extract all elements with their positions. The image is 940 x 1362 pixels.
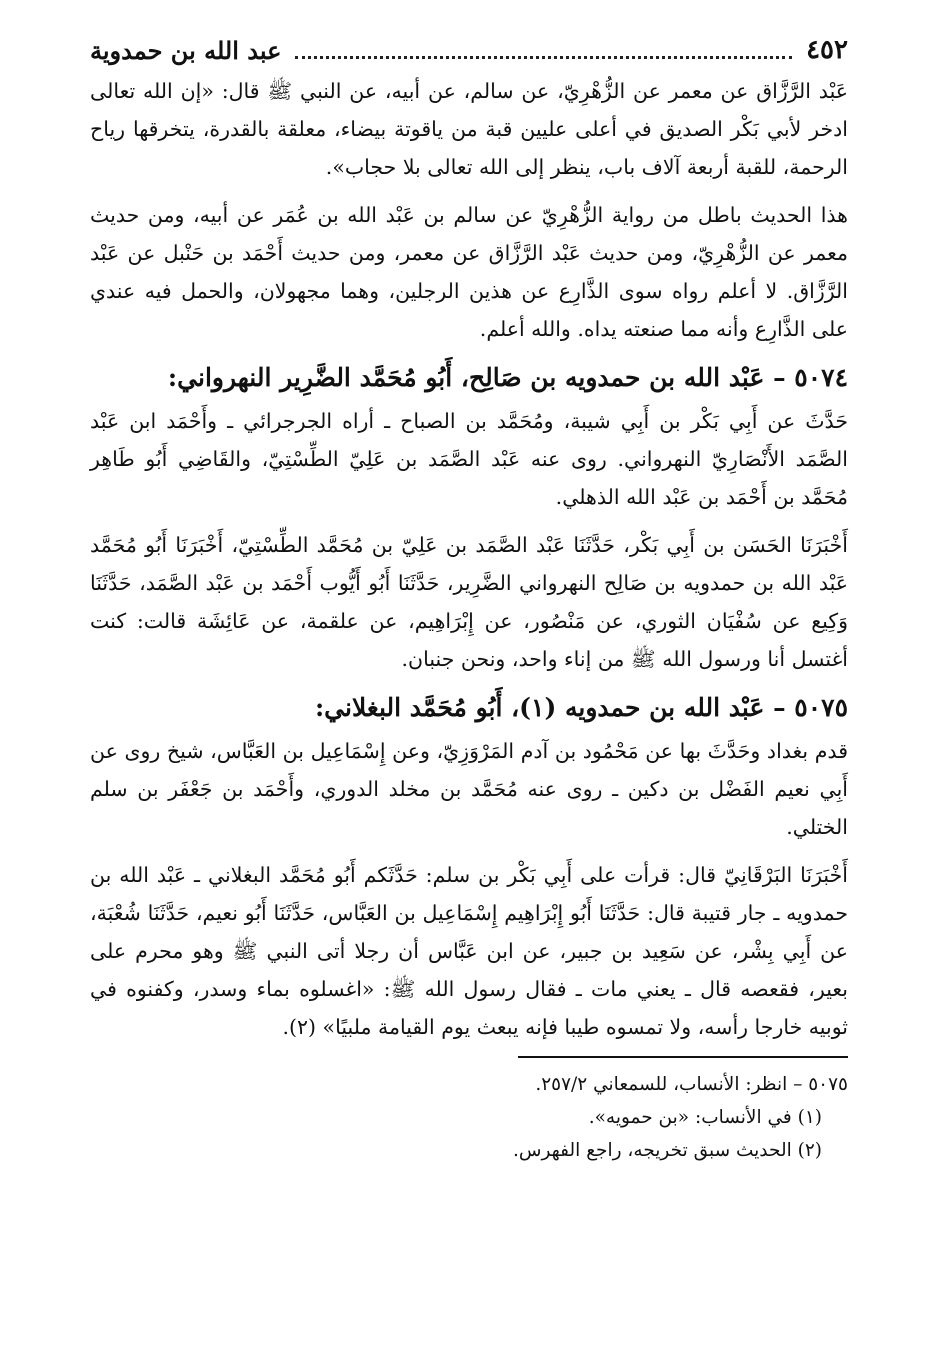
running-title: عبد الله بن حمدوية	[90, 35, 282, 65]
footnote-1: (١) في الأنساب: «بن حمويه».	[588, 1107, 822, 1128]
paragraph-hadith-abu-bakr: عَبْد الرَّزَّاق عن معمر عن الزُّهْرِيّ، عن سالم، عن أبيه، عن النبي ﷺ قال: «إن الله تعالى ادخر لأبي بَكْر الصديق في أعلى عليين قبة من ياقوتة بيضاء، معلقة بالقدرة، يتخرقها رياح الرحمة، للقبة أربعة آلاف باب، ينظر إلى الله تعالى بلا حجاب».	[90, 79, 848, 179]
leader-dots	[295, 42, 792, 59]
running-head	[90, 30, 848, 70]
entry-heading-5074: ٥٠٧٤ – عَبْد الله بن حمدويه بن صَالِح، أَبُو مُحَمَّد الضَّرِير النهرواني:	[167, 363, 848, 392]
paragraph-5074-hadith: أَخْبَرَنَا الحَسَن بن أَبِي بَكْر، حَدَّثَنَا عَبْد الصَّمَد بن عَلِيّ بن مُحَمَّد الطِّسْتِيّ، أَخْبَرَنَا أَبُو مُحَمَّد عَبْد الله بن حمدويه بن صَالِح النهرواني الضَّرِير، حَدَّثَنَا أَبُو أَيُّوب أَحْمَد بن عَبْد الصَّمَد، حَدَّثَنَا وَكِيع عن سُفْيَان الثوري، عن مَنْصُور، عن إِبْرَاهِيم، عن علقمة، عن عَائِشَة قالت: كنت أغتسل أنا ورسول الله ﷺ من إناء واحد، ونحن جنبان.	[90, 533, 848, 671]
entry-heading-5075: ٥٠٧٥ – عَبْد الله بن حمدويه (١)، أَبُو مُحَمَّد البغلاني:	[314, 693, 848, 722]
footnote-entry-5075: ٥٠٧٥ – انظر: الأنساب، للسمعاني ٢٥٧/٢.	[535, 1074, 848, 1095]
paragraph-5075-bio: قدم بغداد وحَدَّثَ بها عن مَحْمُود بن آدم المَرْوَزِيّ، وعن إِسْمَاعِيل بن العَبَّاس، شيخ روى عن أَبِي نعيم الفَضْل بن دكين ـ روى عنه مُحَمَّد بن مخلد الدوري، وأَحْمَد بن جَعْفَر بن سلم الختلي.	[90, 739, 848, 839]
paragraph-5075-hadith: أَخْبَرَنَا البَرْقَانِيّ قال: قرأت على أَبِي بَكْر بن سلم: حَدَّثَكم أَبُو مُحَمَّد البغلاني ـ عَبْد الله بن حمدويه ـ جار قتيبة قال: حَدَّثَنَا أَبُو إِبْرَاهِيم إِسْمَاعِيل بن العَبَّاس، حَدَّثَنَا أَبُو نعيم، حَدَّثَنَا شُعْبَة، عن أَبِي بِشْر، عن سَعِيد بن جبير، عن ابن عَبَّاس أن رجلا أتى النبي ﷺ وهو محرم على بعير، فقعصه قال ـ يعني مات ـ فقال رسول الله ﷺ: «اغسلوه بماء وسدر، وكفنوه في ثوبيه خارجا رأسه، ولا تمسوه طيبا فإنه يبعث يوم القيامة ملبيًا» (٢).	[90, 863, 848, 1039]
paragraph-commentary: هذا الحديث باطل من رواية الزُّهْرِيّ عن سالم بن عَبْد الله بن عُمَر عن أبيه، ومن حديث معمر عن الزُّهْرِيّ، ومن حديث عَبْد الرَّزَّاق عن معمر، ومن حديث أَحْمَد بن حَنْبل عن عَبْد الرَّزَّاق. لا أعلم رواه سوى الذَّارِع عن هذين الرجلين، وهما مجهولان، والحمل فيه عندي على الذَّارِع وأنه مما صنعته يداه. والله أعلم.	[90, 203, 848, 341]
page-number: ٤٥٢	[806, 35, 848, 65]
footnote-separator	[518, 1056, 848, 1058]
footnotes	[90, 1068, 848, 1167]
paragraph-5074-bio: حَدَّثَ عن أَبِي بَكْر بن أَبِي شيبة، ومُحَمَّد بن الصباح ـ أراه الجرجرائي ـ وأَحْمَد ابن عَبْد الصَّمَد الأَنْصَارِيّ النهرواني. روى عنه عَبْد الصَّمَد بن عَلِيّ الطِّسْتِيّ، والقَاضِي أَبُو طَاهِر مُحَمَّد بن أَحْمَد بن عَبْد الله الذهلي.	[90, 409, 848, 509]
footnote-2: (٢) الحديث سبق تخريجه، راجع الفهرس.	[512, 1140, 822, 1161]
